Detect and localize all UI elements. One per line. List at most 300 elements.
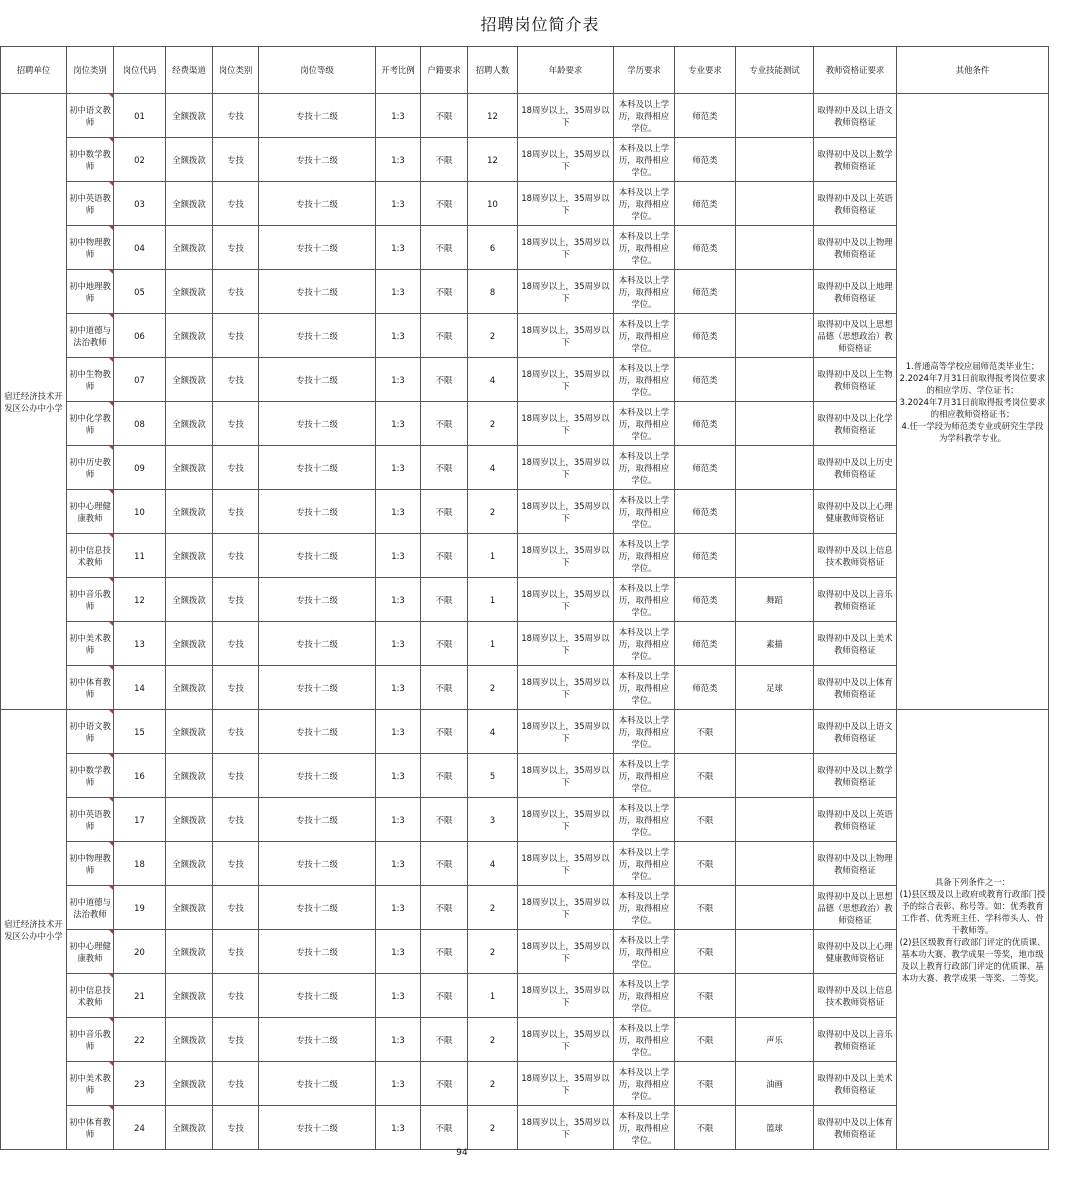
education-cell: 本科及以上学历，取得相应学位。 [614,842,675,886]
category-cell: 专技 [213,798,259,842]
table-row [1,798,1049,842]
category-cell: 专技 [213,886,259,930]
position-code-cell: 05 [114,270,166,314]
education-cell: 本科及以上学历，取得相应学位。 [614,270,675,314]
level-cell: 专技十二级 [259,754,376,798]
ratio-cell: 1:3 [376,930,421,974]
headcount-cell: 8 [468,270,518,314]
level-cell: 专技十二级 [259,270,376,314]
ratio-cell: 1:3 [376,710,421,754]
skill-test-cell [736,974,814,1018]
level-cell: 专技十二级 [259,1018,376,1062]
level-cell: 专技十二级 [259,402,376,446]
level-cell: 专技十二级 [259,314,376,358]
level-cell: 专技十二级 [259,886,376,930]
category-cell: 专技 [213,1018,259,1062]
position-name-cell: 初中地理教师 [67,270,114,314]
table-row [1,226,1049,270]
ratio-cell: 1:3 [376,446,421,490]
category-cell: 专技 [213,182,259,226]
table-row [1,754,1049,798]
level-cell: 专技十二级 [259,1106,376,1150]
level-cell: 专技十二级 [259,534,376,578]
funding-cell: 全额拨款 [166,578,213,622]
major-cell: 不限 [675,842,736,886]
skill-test-cell [736,270,814,314]
category-cell: 专技 [213,534,259,578]
funding-cell: 全额拨款 [166,886,213,930]
education-cell: 本科及以上学历，取得相应学位。 [614,226,675,270]
hukou-cell: 不限 [421,754,468,798]
hukou-cell: 不限 [421,666,468,710]
position-name-cell: 初中生物教师 [67,358,114,402]
header-cell: 招聘人数 [468,47,518,94]
certificate-cell: 取得初中及以上物理教师资格证 [814,842,897,886]
certificate-cell: 取得初中及以上数学教师资格证 [814,754,897,798]
position-name-cell: 初中英语教师 [67,182,114,226]
funding-cell: 全额拨款 [166,666,213,710]
ratio-cell: 1:3 [376,402,421,446]
funding-cell: 全额拨款 [166,754,213,798]
age-cell: 18周岁以上，35周岁以下 [518,798,614,842]
skill-test-cell [736,138,814,182]
level-cell: 专技十二级 [259,842,376,886]
certificate-cell: 取得初中及以上数学教师资格证 [814,138,897,182]
table-row [1,666,1049,710]
certificate-cell: 取得初中及以上体育教师资格证 [814,666,897,710]
headcount-cell: 3 [468,798,518,842]
table-row [1,886,1049,930]
certificate-cell: 取得初中及以上思想品德（思想政治）教师资格证 [814,314,897,358]
level-cell: 专技十二级 [259,710,376,754]
table-row [1,358,1049,402]
skill-test-cell [736,842,814,886]
table-row [1,1062,1049,1106]
major-cell: 师范类 [675,622,736,666]
category-cell: 专技 [213,94,259,138]
table-row [1,842,1049,886]
age-cell: 18周岁以上，35周岁以下 [518,182,614,226]
category-cell: 专技 [213,622,259,666]
headcount-cell: 5 [468,754,518,798]
funding-cell: 全额拨款 [166,490,213,534]
ratio-cell: 1:3 [376,798,421,842]
hukou-cell: 不限 [421,358,468,402]
funding-cell: 全额拨款 [166,534,213,578]
header-cell: 教师资格证要求 [814,47,897,94]
skill-test-cell [736,754,814,798]
funding-cell: 全额拨款 [166,226,213,270]
position-code-cell: 19 [114,886,166,930]
skill-test-cell [736,314,814,358]
certificate-cell: 取得初中及以上地理教师资格证 [814,270,897,314]
table-header-row [1,47,1049,94]
age-cell: 18周岁以上，35周岁以下 [518,226,614,270]
level-cell: 专技十二级 [259,930,376,974]
skill-test-cell [736,358,814,402]
other-conditions-text: 具备下列条件之一： (1)县区级及以上政府或教育行政部门授予的综合表彰、称号等。如：优秀教育工作者、优秀班主任、学科带头人、骨干教师等。 (2)县区级教育行政部门评定的优质课、基本功大赛、教学成果一等奖，地市级及以上教育行政部门评定的优质课、基本功大赛、教学成果一等奖、二等奖。 [899,876,1046,983]
age-cell: 18周岁以上，35周岁以下 [518,1106,614,1150]
document-title: 招聘岗位简介表 [480,15,600,34]
age-cell: 18周岁以上，35周岁以下 [518,666,614,710]
position-name-cell: 初中信息技术教师 [67,534,114,578]
certificate-cell: 取得初中及以上英语教师资格证 [814,798,897,842]
age-cell: 18周岁以上，35周岁以下 [518,1062,614,1106]
headcount-cell: 4 [468,446,518,490]
position-code-cell: 01 [114,94,166,138]
position-code-cell: 09 [114,446,166,490]
headcount-cell: 2 [468,402,518,446]
category-cell: 专技 [213,138,259,182]
education-cell: 本科及以上学历，取得相应学位。 [614,798,675,842]
major-cell: 不限 [675,1106,736,1150]
education-cell: 本科及以上学历，取得相应学位。 [614,578,675,622]
certificate-cell: 取得初中及以上心理健康教师资格证 [814,930,897,974]
education-cell: 本科及以上学历，取得相应学位。 [614,402,675,446]
hukou-cell: 不限 [421,842,468,886]
position-name-cell: 初中语文教师 [67,710,114,754]
education-cell: 本科及以上学历，取得相应学位。 [614,94,675,138]
category-cell: 专技 [213,358,259,402]
ratio-cell: 1:3 [376,314,421,358]
major-cell: 师范类 [675,314,736,358]
table-row [1,270,1049,314]
skill-test-cell [736,226,814,270]
certificate-cell: 取得初中及以上历史教师资格证 [814,446,897,490]
hukou-cell: 不限 [421,314,468,358]
table-row [1,710,1049,754]
category-cell: 专技 [213,710,259,754]
position-name-cell: 初中道德与法治教师 [67,886,114,930]
table-row [1,182,1049,226]
certificate-cell: 取得初中及以上信息技术教师资格证 [814,974,897,1018]
table-row [1,402,1049,446]
level-cell: 专技十二级 [259,94,376,138]
funding-cell: 全额拨款 [166,710,213,754]
ratio-cell: 1:3 [376,226,421,270]
certificate-cell: 取得初中及以上美术教师资格证 [814,1062,897,1106]
age-cell: 18周岁以上，35周岁以下 [518,446,614,490]
age-cell: 18周岁以上，35周岁以下 [518,358,614,402]
hukou-cell: 不限 [421,226,468,270]
category-cell: 专技 [213,666,259,710]
hukou-cell: 不限 [421,402,468,446]
age-cell: 18周岁以上，35周岁以下 [518,490,614,534]
ratio-cell: 1:3 [376,1062,421,1106]
recruiting-unit-cell: 宿迁经济技术开发区公办中小学 [1,94,67,710]
funding-cell: 全额拨款 [166,622,213,666]
funding-cell: 全额拨款 [166,930,213,974]
ratio-cell: 1:3 [376,842,421,886]
skill-test-cell: 素描 [736,622,814,666]
major-cell: 不限 [675,798,736,842]
position-code-cell: 04 [114,226,166,270]
major-cell: 师范类 [675,666,736,710]
headcount-cell: 2 [468,886,518,930]
position-code-cell: 16 [114,754,166,798]
funding-cell: 全额拨款 [166,446,213,490]
level-cell: 专技十二级 [259,666,376,710]
headcount-cell: 2 [468,930,518,974]
major-cell: 师范类 [675,358,736,402]
certificate-cell: 取得初中及以上物理教师资格证 [814,226,897,270]
hukou-cell: 不限 [421,974,468,1018]
level-cell: 专技十二级 [259,1062,376,1106]
certificate-cell: 取得初中及以上语文教师资格证 [814,94,897,138]
position-name-cell: 初中音乐教师 [67,578,114,622]
position-name-cell: 初中物理教师 [67,226,114,270]
age-cell: 18周岁以上，35周岁以下 [518,1018,614,1062]
table-row [1,1018,1049,1062]
headcount-cell: 1 [468,622,518,666]
header-cell: 专业要求 [675,47,736,94]
major-cell: 师范类 [675,534,736,578]
category-cell: 专技 [213,314,259,358]
funding-cell: 全额拨款 [166,402,213,446]
hukou-cell: 不限 [421,446,468,490]
header-cell: 开考比例 [376,47,421,94]
table-row [1,578,1049,622]
certificate-cell: 取得初中及以上语文教师资格证 [814,710,897,754]
position-name-cell: 初中体育教师 [67,666,114,710]
skill-test-cell [736,930,814,974]
headcount-cell: 4 [468,358,518,402]
position-name-cell: 初中数学教师 [67,754,114,798]
position-name-cell: 初中英语教师 [67,798,114,842]
education-cell: 本科及以上学历，取得相应学位。 [614,666,675,710]
ratio-cell: 1:3 [376,270,421,314]
certificate-cell: 取得初中及以上信息技术教师资格证 [814,534,897,578]
position-code-cell: 21 [114,974,166,1018]
header-cell: 岗位类别 [213,47,259,94]
ratio-cell: 1:3 [376,622,421,666]
education-cell: 本科及以上学历，取得相应学位。 [614,1062,675,1106]
certificate-cell: 取得初中及以上英语教师资格证 [814,182,897,226]
education-cell: 本科及以上学历，取得相应学位。 [614,710,675,754]
position-name-cell: 初中语文教师 [67,94,114,138]
funding-cell: 全额拨款 [166,314,213,358]
age-cell: 18周岁以上，35周岁以下 [518,270,614,314]
certificate-cell: 取得初中及以上体育教师资格证 [814,1106,897,1150]
skill-test-cell: 足球 [736,666,814,710]
ratio-cell: 1:3 [376,182,421,226]
major-cell: 师范类 [675,402,736,446]
funding-cell: 全额拨款 [166,94,213,138]
hukou-cell: 不限 [421,138,468,182]
position-code-cell: 23 [114,1062,166,1106]
education-cell: 本科及以上学历，取得相应学位。 [614,138,675,182]
position-code-cell: 07 [114,358,166,402]
funding-cell: 全额拨款 [166,358,213,402]
other-conditions-cell [897,94,1049,710]
skill-test-cell: 油画 [736,1062,814,1106]
ratio-cell: 1:3 [376,358,421,402]
skill-test-cell [736,182,814,226]
category-cell: 专技 [213,1062,259,1106]
funding-cell: 全额拨款 [166,1062,213,1106]
table-row [1,314,1049,358]
level-cell: 专技十二级 [259,622,376,666]
position-code-cell: 12 [114,578,166,622]
recruitment-table [0,46,1049,1150]
age-cell: 18周岁以上，35周岁以下 [518,314,614,358]
level-cell: 专技十二级 [259,578,376,622]
funding-cell: 全额拨款 [166,798,213,842]
headcount-cell: 12 [468,138,518,182]
hukou-cell: 不限 [421,534,468,578]
table-row [1,622,1049,666]
level-cell: 专技十二级 [259,182,376,226]
headcount-cell: 10 [468,182,518,226]
headcount-cell: 2 [468,314,518,358]
education-cell: 本科及以上学历，取得相应学位。 [614,490,675,534]
headcount-cell: 2 [468,1106,518,1150]
hukou-cell: 不限 [421,94,468,138]
hukou-cell: 不限 [421,886,468,930]
age-cell: 18周岁以上，35周岁以下 [518,402,614,446]
age-cell: 18周岁以上，35周岁以下 [518,710,614,754]
header-cell: 岗位代码 [114,47,166,94]
ratio-cell: 1:3 [376,886,421,930]
age-cell: 18周岁以上，35周岁以下 [518,94,614,138]
major-cell: 不限 [675,710,736,754]
age-cell: 18周岁以上，35周岁以下 [518,578,614,622]
certificate-cell: 取得初中及以上化学教师资格证 [814,402,897,446]
table-row [1,446,1049,490]
position-code-cell: 15 [114,710,166,754]
position-name-cell: 初中心理健康教师 [67,490,114,534]
ratio-cell: 1:3 [376,534,421,578]
header-cell: 年龄要求 [518,47,614,94]
major-cell: 不限 [675,886,736,930]
position-name-cell: 初中音乐教师 [67,1018,114,1062]
age-cell: 18周岁以上，35周岁以下 [518,886,614,930]
ratio-cell: 1:3 [376,974,421,1018]
header-cell: 经费渠道 [166,47,213,94]
headcount-cell: 6 [468,226,518,270]
major-cell: 师范类 [675,578,736,622]
ratio-cell: 1:3 [376,666,421,710]
ratio-cell: 1:3 [376,578,421,622]
position-name-cell: 初中道德与法治教师 [67,314,114,358]
level-cell: 专技十二级 [259,974,376,1018]
skill-test-cell [736,710,814,754]
skill-test-cell [736,402,814,446]
headcount-cell: 2 [468,666,518,710]
skill-test-cell: 篮球 [736,1106,814,1150]
education-cell: 本科及以上学历，取得相应学位。 [614,182,675,226]
header-cell: 岗位等级 [259,47,376,94]
major-cell: 师范类 [675,270,736,314]
hukou-cell: 不限 [421,622,468,666]
major-cell: 不限 [675,930,736,974]
major-cell: 师范类 [675,138,736,182]
position-code-cell: 11 [114,534,166,578]
table-row [1,94,1049,138]
table-row [1,490,1049,534]
header-cell: 其他条件 [897,47,1049,94]
position-name-cell: 初中物理教师 [67,842,114,886]
headcount-cell: 4 [468,710,518,754]
other-conditions-cell [897,710,1049,1150]
headcount-cell: 1 [468,534,518,578]
ratio-cell: 1:3 [376,94,421,138]
funding-cell: 全额拨款 [166,138,213,182]
headcount-cell: 1 [468,578,518,622]
hukou-cell: 不限 [421,270,468,314]
position-name-cell: 初中历史教师 [67,446,114,490]
table-body [1,94,1049,1150]
funding-cell: 全额拨款 [166,270,213,314]
header-cell: 招聘单位 [1,47,67,94]
category-cell: 专技 [213,578,259,622]
category-cell: 专技 [213,842,259,886]
hukou-cell: 不限 [421,930,468,974]
certificate-cell: 取得初中及以上心理健康教师资格证 [814,490,897,534]
headcount-cell: 4 [468,842,518,886]
hukou-cell: 不限 [421,1062,468,1106]
position-code-cell: 20 [114,930,166,974]
education-cell: 本科及以上学历，取得相应学位。 [614,1106,675,1150]
headcount-cell: 12 [468,94,518,138]
skill-test-cell [736,94,814,138]
skill-test-cell [736,534,814,578]
headcount-cell: 2 [468,490,518,534]
hukou-cell: 不限 [421,710,468,754]
major-cell: 不限 [675,974,736,1018]
category-cell: 专技 [213,270,259,314]
level-cell: 专技十二级 [259,490,376,534]
age-cell: 18周岁以上，35周岁以下 [518,138,614,182]
education-cell: 本科及以上学历，取得相应学位。 [614,886,675,930]
position-code-cell: 08 [114,402,166,446]
ratio-cell: 1:3 [376,1018,421,1062]
position-code-cell: 24 [114,1106,166,1150]
header-cell: 户籍要求 [421,47,468,94]
age-cell: 18周岁以上，35周岁以下 [518,622,614,666]
ratio-cell: 1:3 [376,754,421,798]
age-cell: 18周岁以上，35周岁以下 [518,754,614,798]
position-code-cell: 03 [114,182,166,226]
category-cell: 专技 [213,402,259,446]
skill-test-cell [736,798,814,842]
hukou-cell: 不限 [421,1018,468,1062]
headcount-cell: 2 [468,1018,518,1062]
ratio-cell: 1:3 [376,1106,421,1150]
position-code-cell: 17 [114,798,166,842]
age-cell: 18周岁以上，35周岁以下 [518,842,614,886]
category-cell: 专技 [213,754,259,798]
hukou-cell: 不限 [421,490,468,534]
category-cell: 专技 [213,1106,259,1150]
certificate-cell: 取得初中及以上生物教师资格证 [814,358,897,402]
funding-cell: 全额拨款 [166,974,213,1018]
position-name-cell: 初中心理健康教师 [67,930,114,974]
education-cell: 本科及以上学历，取得相应学位。 [614,930,675,974]
hukou-cell: 不限 [421,182,468,226]
skill-test-cell: 舞蹈 [736,578,814,622]
major-cell: 师范类 [675,94,736,138]
position-code-cell: 02 [114,138,166,182]
certificate-cell: 取得初中及以上思想品德（思想政治）教师资格证 [814,886,897,930]
major-cell: 师范类 [675,490,736,534]
certificate-cell: 取得初中及以上音乐教师资格证 [814,578,897,622]
level-cell: 专技十二级 [259,798,376,842]
ratio-cell: 1:3 [376,138,421,182]
education-cell: 本科及以上学历，取得相应学位。 [614,754,675,798]
level-cell: 专技十二级 [259,226,376,270]
skill-test-cell: 声乐 [736,1018,814,1062]
